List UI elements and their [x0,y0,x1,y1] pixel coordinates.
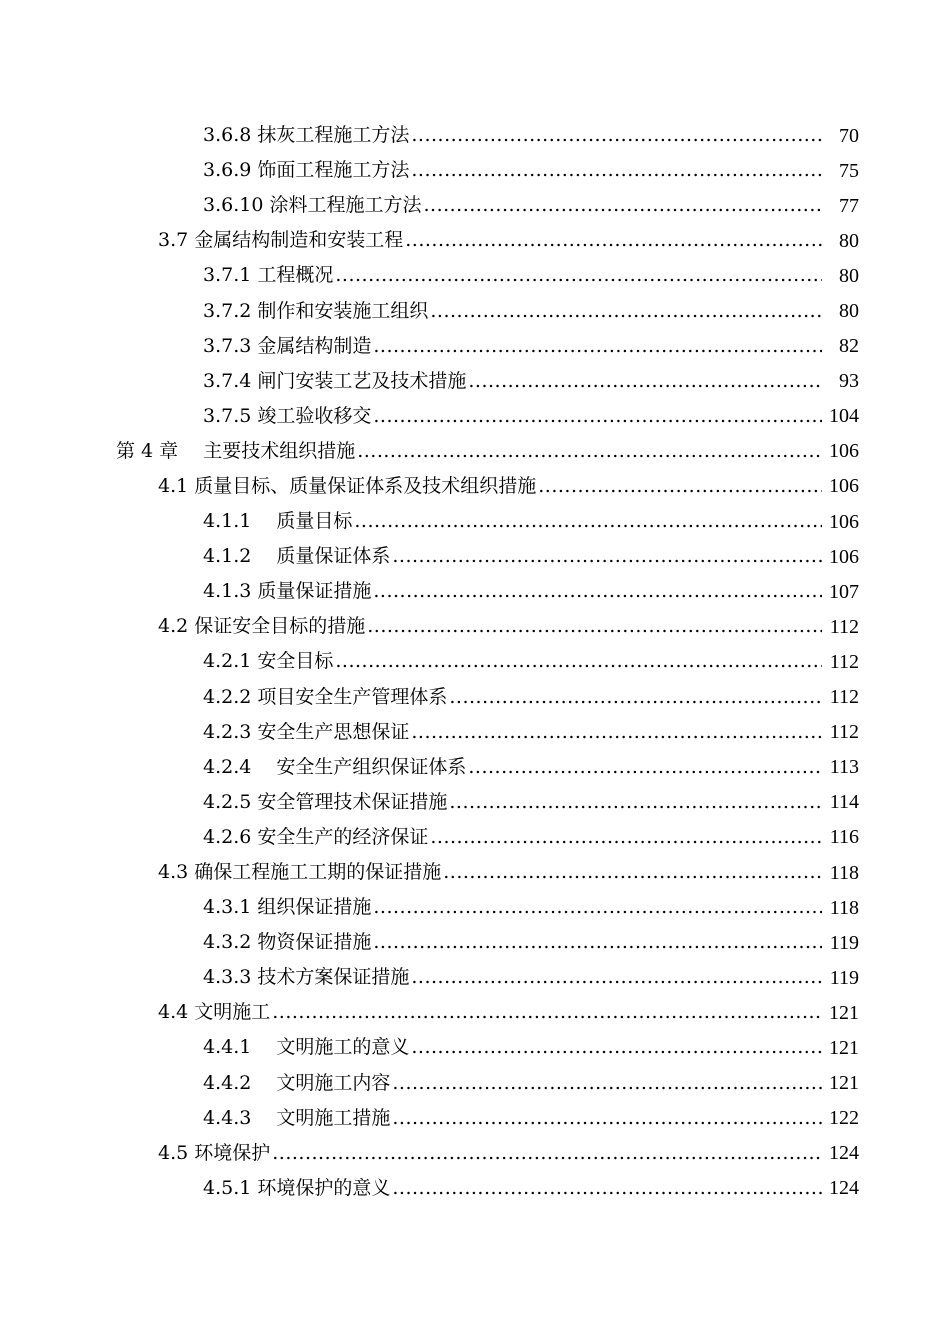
toc-dot-leader [367,617,822,636]
toc-dot-leader [373,898,822,917]
toc-entry-page-number: 118 [829,861,859,884]
toc-entry-title: 4.4 文明施工 [158,1001,271,1024]
toc-entry-page-number: 112 [829,650,859,673]
toc-entry-page-number: 82 [839,335,859,358]
toc-dot-leader [373,933,822,952]
toc-dot-leader [405,231,822,250]
toc-entry-page-number: 121 [829,1001,859,1024]
toc-entry-page-number: 70 [839,124,859,147]
toc-entry[interactable] [0,1171,950,1206]
toc-entry-title: 4.1.1 质量目标 [203,510,353,533]
toc-entry[interactable] [0,153,950,188]
toc-entry[interactable] [0,399,950,434]
toc-dot-leader [373,337,822,356]
toc-entry-page-number: 119 [829,966,859,989]
toc-dot-leader [392,1074,822,1093]
toc-entry-title: 4.2.3 安全生产思想保证 [203,720,410,743]
toc-entry-page-number: 124 [829,1177,859,1200]
toc-entry[interactable] [0,750,950,785]
toc-entry-page-number: 106 [829,440,859,463]
toc-entry[interactable] [0,1136,950,1171]
toc-entry[interactable] [0,609,950,644]
toc-entry-title: 3.6.9 饰面工程施工方法 [203,159,410,182]
toc-dot-leader [423,196,822,215]
toc-dot-leader [392,547,822,566]
toc-dot-leader [335,652,822,671]
toc-entry-title: 4.2.6 安全生产的经济保证 [203,825,429,848]
toc-entry-title: 3.7 金属结构制造和安装工程 [158,229,404,252]
toc-entry[interactable] [0,715,950,750]
toc-dot-leader [373,407,822,426]
toc-dot-leader [392,1109,822,1128]
toc-entry[interactable] [0,469,950,504]
toc-entry[interactable] [0,855,950,890]
toc-dot-leader [538,477,822,496]
toc-entry[interactable] [0,574,950,609]
toc-entry[interactable] [0,1030,950,1065]
toc-entry[interactable] [0,293,950,328]
toc-entry-page-number: 80 [839,264,859,287]
toc-dot-leader [443,863,822,882]
toc-entry-page-number: 112 [829,686,859,709]
toc-entry-title: 4.1.3 质量保证措施 [203,580,372,603]
toc-entry-page-number: 116 [829,826,859,849]
table-of-contents [0,118,950,1206]
toc-entry-title: 4.2.1 安全目标 [203,650,334,673]
toc-entry-title: 4.1 质量目标、质量保证体系及技术组织措施 [158,474,537,497]
toc-entry-title: 3.7.4 闸门安装工艺及技术措施 [203,369,467,392]
toc-dot-leader [335,266,822,285]
toc-dot-leader [272,1003,822,1022]
toc-dot-leader [430,302,822,321]
toc-entry-title: 4.2.5 安全管理技术保证措施 [203,790,448,813]
toc-entry[interactable] [0,539,950,574]
toc-entry-title: 4.3.3 技术方案保证措施 [203,966,410,989]
toc-entry-title: 4.4.1 文明施工的意义 [203,1036,410,1059]
toc-entry-page-number: 122 [829,1107,859,1130]
toc-entry-page-number: 114 [829,791,859,814]
toc-entry-page-number: 112 [829,615,859,638]
toc-dot-leader [468,372,822,391]
toc-dot-leader [468,758,822,777]
toc-entry[interactable] [0,995,950,1030]
toc-entry-page-number: 106 [829,475,859,498]
toc-entry[interactable] [0,223,950,258]
toc-entry-page-number: 106 [829,545,859,568]
toc-entry-page-number: 104 [829,405,859,428]
toc-entry-title: 3.7.3 金属结构制造 [203,334,372,357]
toc-entry-page-number: 124 [829,1142,859,1165]
toc-entry-page-number: 80 [839,300,859,323]
toc-entry[interactable] [0,329,950,364]
toc-dot-leader [449,793,822,812]
toc-dot-leader [392,1179,822,1198]
toc-entry-title: 4.3 确保工程施工工期的保证措施 [158,861,442,884]
toc-entry[interactable] [0,960,950,995]
toc-entry-title: 4.3.2 物资保证措施 [203,931,372,954]
toc-entry[interactable] [0,188,950,223]
toc-entry[interactable] [0,820,950,855]
toc-entry-title: 3.7.1 工程概况 [203,264,334,287]
toc-dot-leader [430,828,822,847]
toc-entry-page-number: 106 [829,510,859,533]
toc-entry[interactable] [0,680,950,715]
toc-dot-leader [411,126,822,145]
toc-entry-title: 4.2.4 安全生产组织保证体系 [203,755,467,778]
toc-entry-page-number: 112 [829,721,859,744]
toc-entry-title: 4.3.1 组织保证措施 [203,896,372,919]
toc-entry-title: 3.6.8 抹灰工程施工方法 [203,124,410,147]
toc-dot-leader [272,1144,822,1163]
toc-entry-page-number: 113 [829,756,859,779]
toc-entry-title: 4.2 保证安全目标的措施 [158,615,366,638]
toc-entry-title: 4.4.2 文明施工内容 [203,1071,391,1094]
toc-entry-page-number: 77 [839,194,859,217]
toc-entry-page-number: 93 [839,370,859,393]
toc-dot-leader [411,161,822,180]
toc-entry-page-number: 118 [829,896,859,919]
toc-entry-title: 4.5 环境保护 [158,1141,271,1164]
toc-entry-title: 3.6.10 涂料工程施工方法 [203,194,422,217]
toc-entry-title: 4.2.2 项目安全生产管理体系 [203,685,448,708]
toc-entry[interactable] [0,258,950,293]
toc-entry[interactable] [0,434,950,469]
toc-entry-title: 4.1.2 质量保证体系 [203,545,391,568]
toc-entry-page-number: 80 [839,229,859,252]
toc-entry-page-number: 75 [839,159,859,182]
toc-entry-page-number: 107 [829,580,859,603]
toc-entry[interactable] [0,785,950,820]
toc-dot-leader [411,1038,822,1057]
toc-entry[interactable] [0,118,950,153]
toc-entry-page-number: 119 [829,931,859,954]
toc-dot-leader [354,512,822,531]
toc-entry-title: 第 4 章 主要技术组织措施 [116,439,356,462]
toc-entry[interactable] [0,644,950,679]
toc-entry[interactable] [0,1066,950,1101]
toc-dot-leader [411,723,822,742]
toc-entry[interactable] [0,364,950,399]
toc-entry-title: 4.4.3 文明施工措施 [203,1106,391,1129]
toc-entry[interactable] [0,1101,950,1136]
toc-entry-title: 3.7.5 竣工验收移交 [203,404,372,427]
toc-entry-page-number: 121 [829,1072,859,1095]
toc-entry-title: 3.7.2 制作和安装施工组织 [203,299,429,322]
toc-entry[interactable] [0,890,950,925]
toc-entry-page-number: 121 [829,1036,859,1059]
toc-entry-title: 4.5.1 环境保护的意义 [203,1176,391,1199]
toc-entry[interactable] [0,925,950,960]
toc-dot-leader [357,442,822,461]
toc-dot-leader [449,688,822,707]
toc-entry[interactable] [0,504,950,539]
toc-dot-leader [411,968,822,987]
toc-dot-leader [373,582,822,601]
